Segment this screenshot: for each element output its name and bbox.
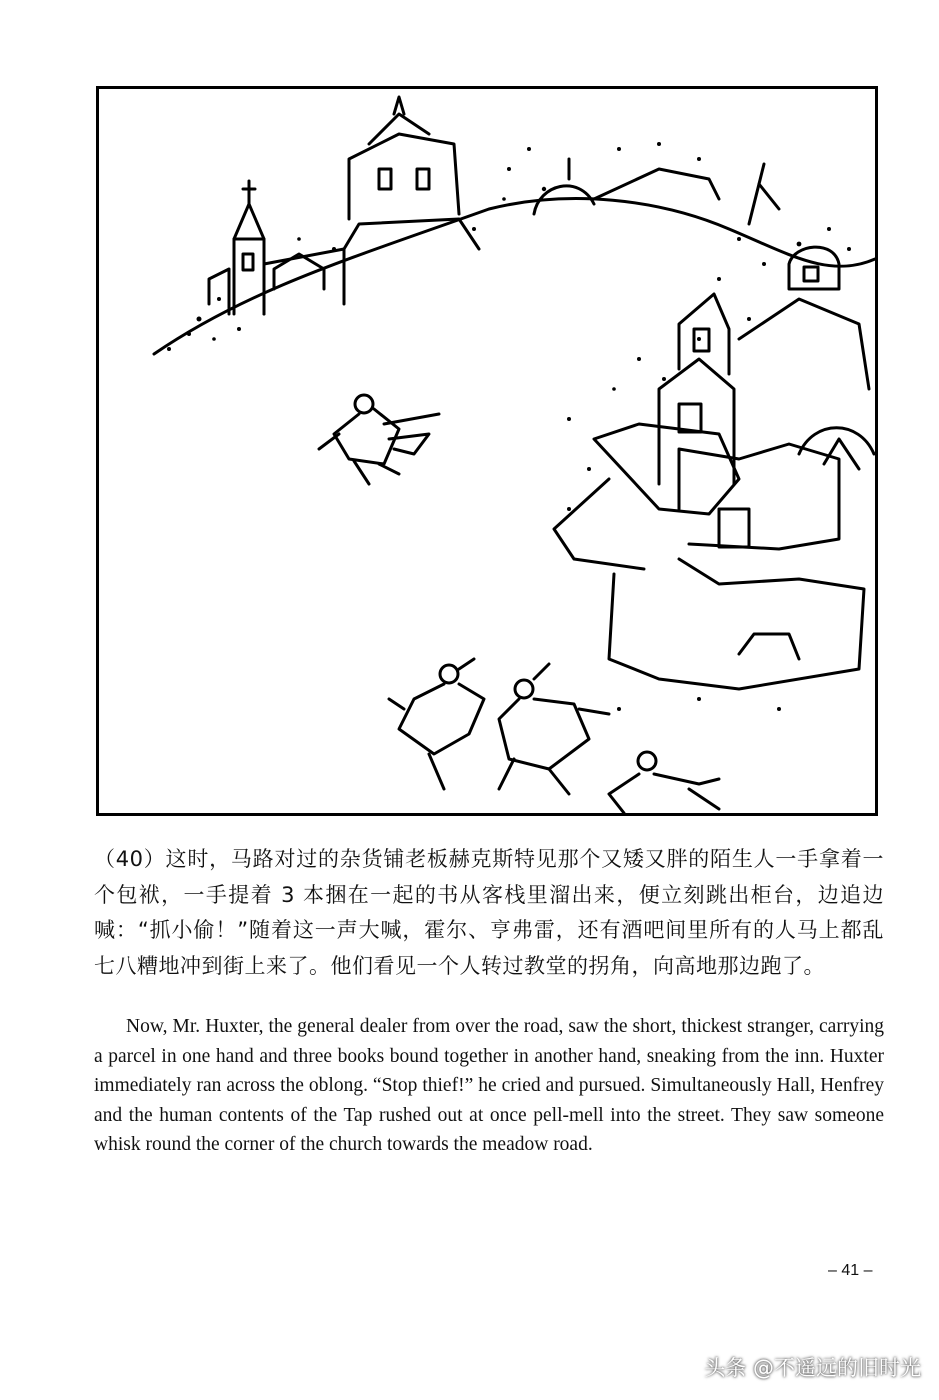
- hill-outline: [154, 199, 875, 354]
- domes-top: [534, 159, 779, 224]
- illustration-drawing: [99, 89, 875, 813]
- cathedral: [264, 97, 479, 314]
- watermark: 头条 @不遥远的旧时光: [704, 1356, 921, 1380]
- church-left: [209, 181, 264, 314]
- thief-figure: [319, 395, 439, 484]
- chinese-caption: （40）这时，马路对过的杂货铺老板赫克斯特见那个又矮又胖的陌生人一手拿着一个包袱，一手提着 3 本捆在一起的书从客栈里溜出来，便立刻跳出柜台，边追边喊：“抓小偷！”随着这一声大喊，霍尔、亨弗雷，还有酒吧间里所有的人马上都乱七八糟地冲到街上来了。他们看见一个人转过教堂的拐角，向高地那边跑了。: [94, 847, 884, 978]
- chase-illustration: [96, 86, 878, 816]
- ink-speckles: [167, 142, 851, 711]
- page-number: – 41 –: [828, 1262, 873, 1279]
- pursuers: [389, 659, 719, 813]
- village-right: [554, 247, 874, 689]
- english-caption: Now, Mr. Huxter, the general dealer from over the road, saw the short, thickest stranger, carrying a parcel in one hand and three books bound together in another hand, sneaking from the inn. Huxter immediately ran across the oblong. “Stop thief!” he cried and pursued. Simultaneously Hall, Henfrey and the human contents of the Tap rushed out at once pell-mell into the street. They saw someone whisk round the corner of the church towards the meadow road.: [94, 1016, 884, 1155]
